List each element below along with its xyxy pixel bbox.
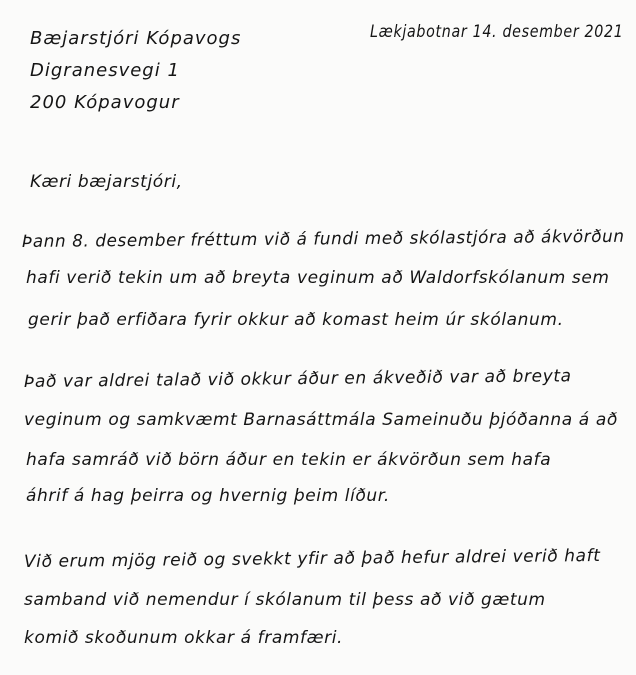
paragraph-2-line-3: hafa samráð við börn áður en tekin er ákvörðun sem hafa — [26, 450, 552, 470]
recipient-line-2: Digranesvegi 1 — [30, 60, 180, 81]
paragraph-1-line-3: gerir það erfiðara fyrir okkur að komast heim úr skólanum. — [28, 310, 564, 330]
paragraph-2-line-4: áhrif á hag þeirra og hvernig þeim líður. — [26, 486, 390, 506]
letter-date: Lækjabotnar 14. desember 2021 — [370, 22, 624, 42]
paragraph-1-line-1: Þann 8. desember fréttum við á fundi með skólastjóra að ákvörðun — [21, 226, 625, 252]
paragraph-3-line-2: samband við nemendur í skólanum til þess að við gætum — [24, 590, 546, 610]
salutation: Kæri bæjarstjóri, — [30, 172, 183, 192]
paragraph-3-line-3: komið skoðunum okkar á framfæri. — [24, 628, 344, 648]
paragraph-1-line-2: hafi verið tekin um að breyta veginum að Waldorfskólanum sem — [26, 268, 610, 288]
paragraph-2-line-1: Það var aldrei talað við okkur áður en ákveðið var að breyta — [23, 366, 572, 392]
paragraph-3-line-1: Við erum mjög reið og svekkt yfir að það hefur aldrei verið haft — [23, 545, 601, 572]
recipient-line-1: Bæjarstjóri Kópavogs — [30, 28, 242, 49]
recipient-line-3: 200 Kópavogur — [30, 92, 180, 113]
paragraph-2-line-2: veginum og samkvæmt Barnasáttmála Sameinuðu þjóðanna á að — [24, 410, 618, 430]
